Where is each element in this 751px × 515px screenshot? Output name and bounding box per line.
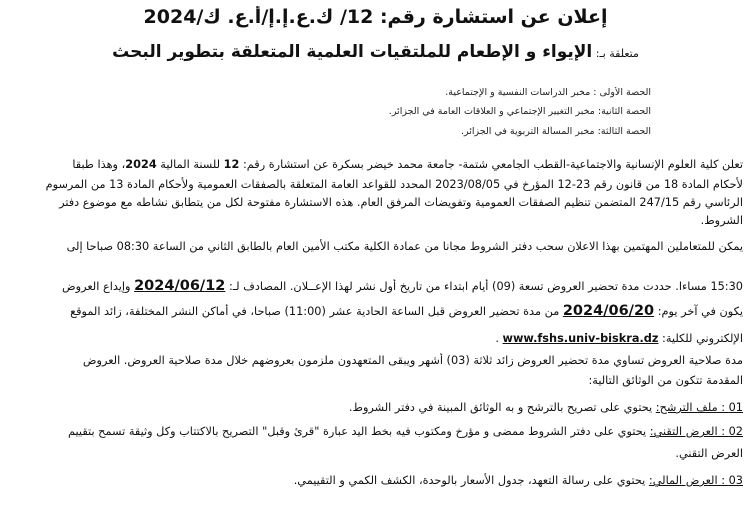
para-1-line-1 — [8, 157, 743, 172]
item-text: يحتوي على تصريح بالترشح و به الوثائق المبينة في دفتر الشروط. — [348, 401, 656, 414]
text-segment: تعلن كلية العلوم الإنسانية والاجتماعية-القطب الجامعي شتمة- جامعة محمد خيضر بسكرة عن استشارة رقم: — [239, 158, 743, 171]
text-segment: 15:30 مساءا. حددت مدة تحضير العروض تسعة (09) أيام ابتداء من تاريخ أول نشر لهذا الإعــلان. المصادف لـ: — [225, 280, 743, 293]
announcement-title: إعلان عن استشارة رقم: 12/ ك.ع.إ.إ/أ.ع. ك/2024 — [143, 6, 608, 28]
lot-3: الحصة الثالثة: مخبر المسألة التربوية في الجزائر. — [460, 126, 651, 137]
text-segment: يكون في آخر يوم: — [654, 305, 743, 318]
doc-item-2-cont: العرض التقني. — [675, 447, 743, 460]
item-text: يحتوي على دفتر الشروط ممضى و مؤرخ ومكتوب فيه بخط اليد عبارة "قرئ وقبل" التصريح بالاكتتاب وكل وثيقة تسمح بتقييم — [67, 425, 650, 438]
item-label: 03 : العرض المالي: — [648, 474, 743, 487]
lot-2: الحصة الثانية: مخبر التغيير الإجتماعي و العلاقات العامة في الجزائر. — [388, 106, 651, 117]
para-3-line-1 — [8, 304, 743, 319]
deposit-date: 2024/06/12 — [134, 279, 226, 294]
announcement-subtitle — [8, 42, 743, 62]
lot-1: الحصة الأولى : مخبر الدراسات النفسية و الإجتماعية. — [445, 87, 651, 98]
text-segment: 2024 — [125, 158, 157, 171]
item-label: 02 : العرض التقني: — [649, 425, 743, 438]
item-text: يحتوي على رسالة التعهد، جدول الأسعار بالوحدة، الكشف الكمي و التقييمي. — [293, 474, 649, 487]
text-segment: ، وهذا طبقا — [72, 158, 126, 171]
subtitle-text: الإيواء و الإطعام للملتقيات العلمية المتعلقة بتطوير البحث — [112, 42, 593, 62]
website-link[interactable]: www.fshs.univ-biskra.dz — [502, 332, 659, 345]
para-2-line-1: يمكن للمتعاملين المهتمين بهذا الاعلان سحب دفتر الشروط مجانا من عمادة الكلية مكتب الأمين العام بالطابق الثاني من الساعة 08:30 صباحا إلى — [66, 240, 743, 253]
para-4-line-2: المقدمة تتكون من الوثائق التالية: — [588, 374, 743, 387]
doc-item-3 — [8, 473, 743, 488]
text-segment: الإلكتروني للكلية: — [658, 332, 743, 345]
text-segment: . — [495, 332, 503, 345]
text-segment: للسنة المالية — [156, 158, 224, 171]
para-1-line-4: الشروط. — [700, 214, 743, 227]
doc-item-1 — [8, 400, 743, 415]
opening-date: 2024/06/20 — [562, 304, 655, 319]
para-3-line-2 — [8, 331, 743, 346]
text-segment: وإيداع العروض — [61, 280, 135, 293]
para-2-line-2 — [8, 279, 743, 294]
doc-item-2 — [8, 424, 743, 439]
text-segment: 12 — [223, 158, 240, 171]
text-segment: من مدة تحضير العروض قبل الساعة الحادية عشر (11:00) صباحا، في أماكن النشر المختلفة، زائد الموقع — [70, 305, 563, 318]
item-label: 01 : ملف الترشح: — [655, 401, 743, 414]
subtitle-prefix: متعلقة بـ: — [592, 47, 639, 60]
para-4-line-1: مدة صلاحية العروض تساوي مدة تحضير العروض زائد ثلاثة (03) أشهر ويبقى المتعهدون ملزمون بعروضهم خلال مدة صلاحية العروض. العروض — [82, 354, 743, 367]
para-1-line-3: الرئاسي رقم 247/15 المتضمن تنظيم الصفقات العمومية وتفويضات المرفق العام. هذه الاستشارة مفتوحة لكل من يتطابق نشاطه مع موضوع دفتر — [59, 196, 743, 209]
para-1-line-2: لأحكام المادة 18 من قانون رقم 23-12 المؤرخ في 2023/08/05 المحدد للقواعد العامة المتعلقة بالصفقات العمومية ولأحكام المادة 13 من المرسوم — [45, 178, 743, 191]
